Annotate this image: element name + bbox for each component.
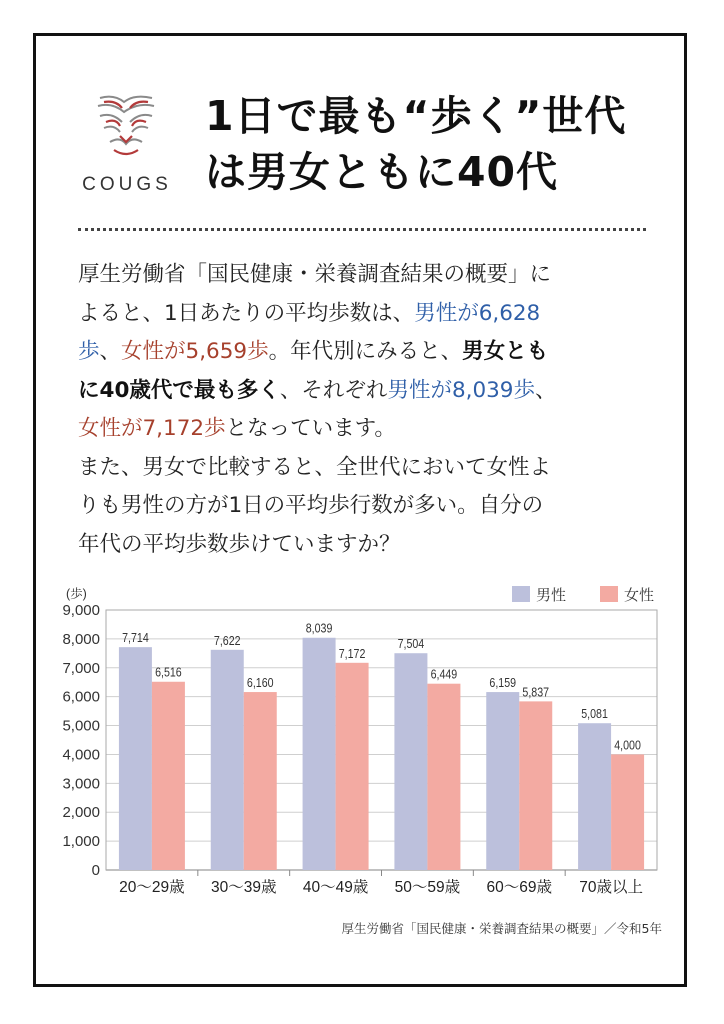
bar-value-label: 6,516 — [155, 664, 182, 681]
female-highlight: 女性が7,172歩 — [78, 416, 226, 441]
bar — [519, 701, 552, 870]
body-text-span: 。年代別にみると、 — [268, 339, 463, 364]
brand-logo — [72, 92, 182, 202]
y-tick-label: 7,000 — [62, 659, 100, 677]
body-line — [78, 410, 653, 449]
body-text-span: 、それぞれ — [279, 377, 388, 403]
y-tick-label: 5,000 — [62, 717, 100, 735]
bar-value-label: 5,837 — [522, 684, 550, 700]
body-line — [78, 295, 653, 334]
bar-value-label: 7,504 — [397, 636, 425, 652]
bar — [611, 754, 644, 870]
bar — [394, 653, 427, 870]
legend-label: 女性 — [624, 587, 655, 604]
steps-bar-chart — [0, 580, 724, 910]
bar — [578, 723, 611, 870]
body-text-span: 、 — [99, 339, 122, 364]
title-line-1: 1日で最も“歩く”世代 — [205, 92, 627, 140]
body-line — [78, 449, 653, 488]
y-tick-label: 6,000 — [62, 688, 100, 706]
body-text-span: よると、1日あたりの平均歩数は、 — [78, 300, 415, 326]
bar — [152, 682, 185, 870]
plot-frame — [106, 610, 657, 870]
body-line — [78, 256, 653, 295]
bar-value-label: 7,622 — [213, 632, 241, 649]
legend-label: 男性 — [536, 587, 567, 604]
bar — [119, 647, 152, 870]
legend-swatch — [512, 586, 530, 602]
page-title — [205, 88, 675, 200]
body-text-span: 年代の平均歩数歩けていますか？ — [78, 531, 401, 557]
male-highlight: 男性が6,628 — [414, 300, 541, 326]
y-tick-label: 0 — [91, 862, 100, 879]
bar-value-label: 7,714 — [122, 630, 149, 646]
body-line — [78, 333, 653, 372]
bar-value-label: 8,039 — [305, 620, 333, 637]
y-tick-label: 4,000 — [62, 746, 100, 764]
male-highlight: 男性が8,039歩 — [387, 377, 535, 403]
x-tick-label: 70歳以上 — [579, 879, 643, 896]
y-tick-label: 9,000 — [62, 602, 100, 619]
body-text-span: となっています。 — [225, 416, 396, 441]
bar-value-label: 6,449 — [430, 666, 458, 682]
x-tick-label: 30～39歳 — [211, 879, 277, 896]
bar-value-label: 6,159 — [489, 675, 517, 691]
bar — [427, 684, 460, 870]
bar-value-label: 6,160 — [246, 675, 274, 691]
brand-name: COUGS — [82, 174, 172, 195]
bar-value-label: 4,000 — [614, 737, 641, 753]
bar — [244, 692, 277, 870]
body-line — [78, 487, 653, 526]
y-axis-unit-label: (歩) — [66, 587, 87, 601]
bar-value-label: 5,081 — [581, 706, 608, 722]
source-note: 厚生労働省「国民健康・栄養調査結果の概要」／令和5年 — [341, 921, 662, 936]
body-text-span: りも男性の方が1日の平均歩行数が多い。自分の — [78, 493, 544, 518]
cougar-logo-icon — [94, 92, 158, 164]
bold-highlight: 男女とも — [462, 339, 549, 364]
bar — [303, 638, 336, 870]
body-line — [78, 372, 653, 411]
y-tick-label: 8,000 — [62, 630, 100, 648]
body-text-span: また、男女で比較すると、全世代において女性よ — [78, 454, 552, 480]
x-tick-label: 40～49歳 — [302, 879, 369, 896]
x-tick-label: 60～69歳 — [486, 879, 552, 896]
male-highlight: 歩 — [78, 339, 100, 364]
body-line — [78, 526, 653, 565]
bar — [336, 663, 369, 870]
x-tick-label: 20～29歳 — [119, 879, 185, 896]
bar — [211, 650, 244, 870]
body-text-span: 、 — [535, 377, 557, 403]
x-tick-label: 50～59歳 — [394, 879, 461, 896]
bold-highlight: に40歳代で最も多く — [78, 377, 280, 403]
y-tick-label: 3,000 — [62, 775, 100, 793]
legend-swatch — [600, 586, 618, 602]
bar-value-label: 7,172 — [338, 645, 366, 662]
title-line-2: は男女ともに40代 — [205, 148, 559, 196]
body-text — [78, 256, 653, 564]
y-tick-label: 2,000 — [62, 804, 100, 822]
dotted-divider — [78, 228, 646, 231]
body-text-span: 厚生労働省「国民健康・栄養調査結果の概要」に — [78, 262, 552, 287]
y-tick-label: 1,000 — [62, 833, 100, 851]
bar — [486, 692, 519, 870]
female-highlight: 女性が5,659歩 — [121, 339, 269, 364]
